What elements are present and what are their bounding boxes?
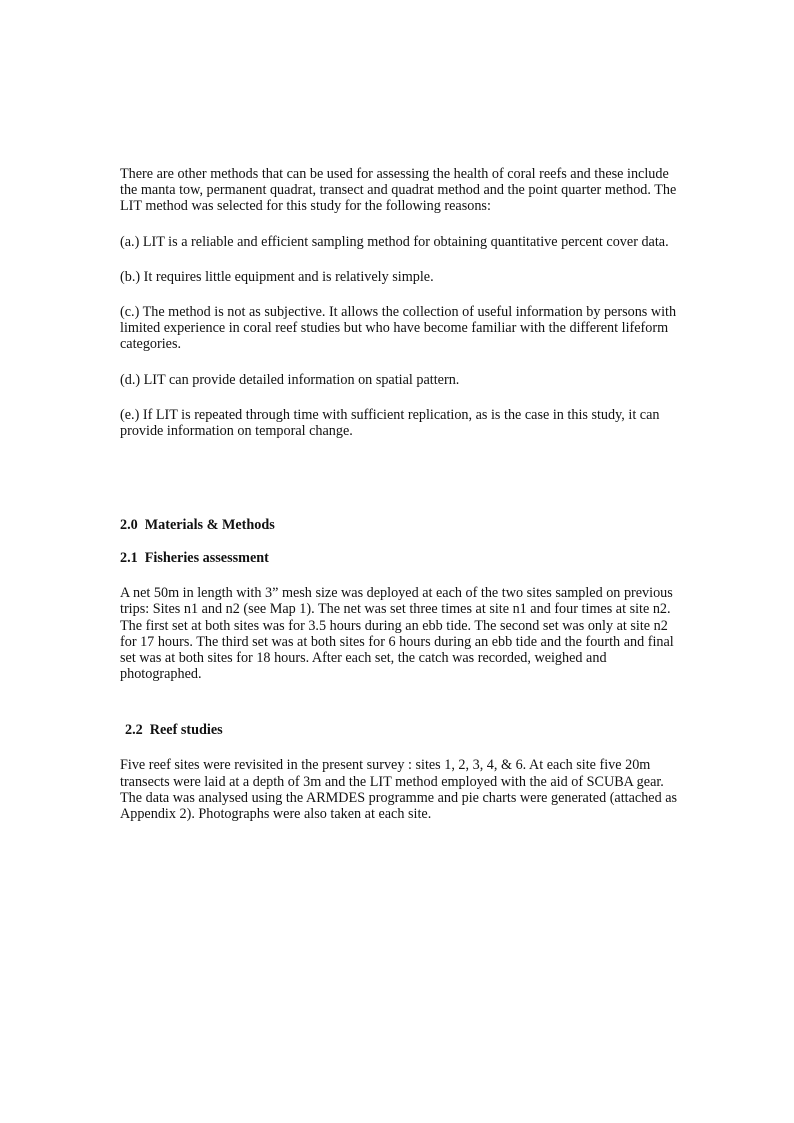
section-heading-materials-methods: [120, 517, 680, 533]
fisheries-paragraph: A net 50m in length with 3” mesh size was deployed at each of the two sites sampled on previous trips: Sites n1 and n2 (see Map 1). The net was set three times at site n1 and four times at site n2. The first set at both sites was for 3.5 hours during an ebb tide. The second set was only at site n2 for 17 hours. The third set was at both sites for 6 hours during an ebb tide and the fourth and final set was at both sites for 18 hours. After each set, the catch was recorded, weighed and photographed.: [120, 585, 674, 683]
subsection-heading-reef-studies: [120, 722, 680, 738]
subsection-number: 2.1: [120, 550, 138, 567]
section-title: Materials & Methods: [144, 517, 275, 534]
reason-d: (d.) LIT can provide detailed information on spatial pattern.: [120, 371, 460, 388]
subsection-heading-fisheries: [120, 550, 680, 566]
reef-studies-paragraph: Five reef sites were revisited in the present survey : sites 1, 2, 3, 4, & 6. At each site five 20m transects were laid at a depth of 3m and the LIT method employed with the aid of SCUBA gear. The data was analysed using the ARMDES programme and pie charts were generated (attached as Appendix 2). Photographs were also taken at each site.: [120, 757, 678, 823]
document-page: [120, 166, 680, 841]
subsection-title: Reef studies: [149, 722, 223, 739]
reason-e: (e.) If LIT is repeated through time with sufficient replication, as is the case in this study, it can provide information on temporal change.: [120, 406, 660, 440]
reason-b: (b.) It requires little equipment and is relatively simple.: [120, 268, 434, 285]
section-number: 2.0: [120, 517, 138, 534]
subsection-title: Fisheries assessment: [144, 550, 269, 567]
intro-paragraph: There are other methods that can be used for assessing the health of coral reefs and these include the manta tow, permanent quadrat, transect and quadrat method and the point quarter method. The LIT method was selected for this study for the following reasons:: [120, 166, 677, 215]
reason-c: (c.) The method is not as subjective. It allows the collection of useful information by persons with limited experience in coral reef studies but who have become familiar with the different lifeform categories.: [120, 304, 677, 353]
reason-a: (a.) LIT is a reliable and efficient sampling method for obtaining quantitative percent cover data.: [120, 233, 669, 250]
subsection-number: 2.2: [125, 722, 143, 739]
